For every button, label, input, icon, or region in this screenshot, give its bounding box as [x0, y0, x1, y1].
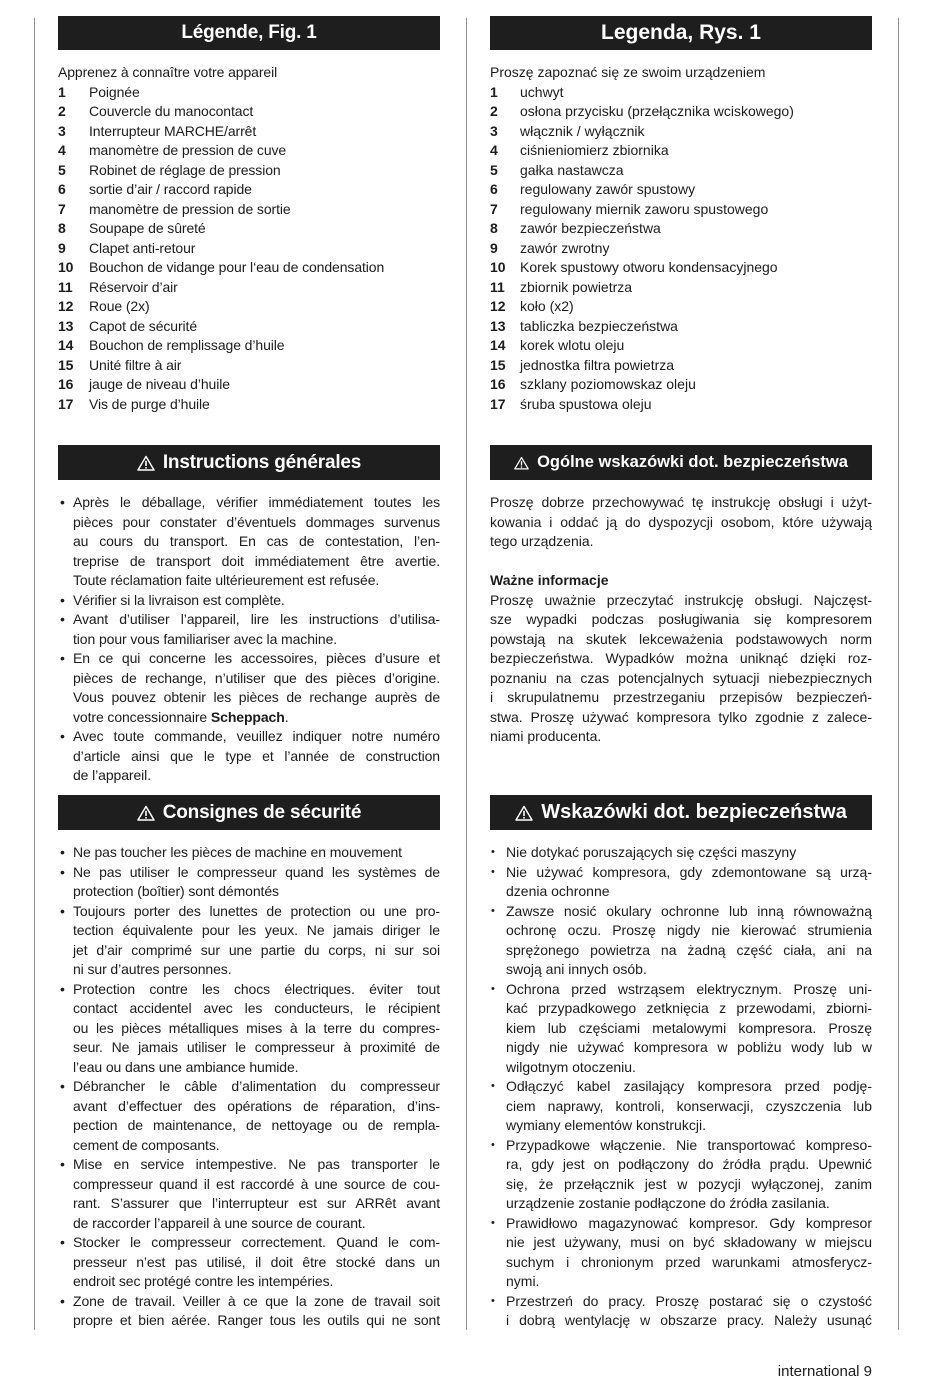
text-line: • Avec toute commande, veuillez indiquer notre numéro: [73, 728, 440, 744]
text-line: bezpieczeństwa. Wypadków można uniknąć dzięki roz-: [490, 650, 872, 666]
text-line: avant d’effectuer des opérations de réparation, d’ins-: [73, 1097, 440, 1114]
text-line: kiem lub częściami metalowymi kompresora. Proszę: [506, 1019, 872, 1036]
text-line: Vous pouvez obtenir les pièces de rechange auprès de: [73, 689, 440, 705]
text-line: treprise de transport doit immédiatement être avertie.: [73, 552, 440, 569]
legend-label: regulowany miernik zaworu spustowego: [520, 200, 769, 217]
text-line: ciem naprawy, kontroli, konserwacji, czyszczenia lub: [506, 1097, 872, 1114]
legend-label: korek wlotu oleju: [520, 337, 625, 353]
text-line: stwa. Proszę używać kompresora tylko zgodnie z zalece-: [490, 708, 872, 725]
legend-item: [490, 180, 872, 200]
legend-item: [490, 200, 872, 220]
legend-item: [58, 200, 440, 220]
bullet-item: [58, 863, 440, 902]
bullet-item: [490, 1292, 872, 1331]
text-line: • Ne pas toucher les pièces de machine en mouvement: [73, 844, 402, 860]
text-line: rant. S’assurer que l’interrupteur est sur ARRêt avant: [73, 1195, 440, 1211]
legend-item: [58, 317, 440, 337]
legend-header: [58, 16, 440, 50]
text-line: tion pour vous familiariser avec la machine.: [73, 630, 338, 647]
legend-label: Roue (2x): [89, 298, 150, 314]
legend-item: [490, 317, 872, 337]
legend-number: 11: [58, 278, 73, 295]
legend-label: śruba spustowa oleju: [520, 395, 652, 412]
text-line: d’article ainsi que le type et l’année de construction: [73, 747, 440, 764]
text-line: protection (boîtier) sont démontés: [73, 883, 279, 899]
text-line: kać przypadkowego zetknięcia z przewodami, zbiorni-: [506, 1000, 872, 1016]
legend-number: 13: [58, 317, 74, 334]
bullet-item: [58, 493, 440, 591]
legend-number: 14: [490, 337, 506, 353]
legend-item: [490, 141, 872, 161]
text-line: sprężonego powietrza na żadną część ciała, ani na: [506, 941, 872, 958]
text-line: • Zone de travail. Veiller à ce que la zone de travail soit: [73, 1292, 440, 1309]
text-line: i dobrą wentylację w obszarze pracy. Należy usunąć: [506, 1312, 872, 1328]
legend-number: 7: [490, 200, 498, 217]
legend-number: 16: [58, 376, 74, 392]
bullet-item: [490, 1077, 872, 1136]
legend-number: 15: [58, 356, 74, 373]
text-line: • Odłączyć kabel zasilający kompresora przed podję-: [506, 1078, 872, 1094]
legend-label: regulowany zawór spustowy: [520, 181, 696, 197]
important-heading: Ważne informacje: [490, 572, 609, 588]
paragraph: [490, 591, 872, 747]
text-line: sze wypadki podczas posługiwania się kompresorem: [490, 611, 872, 627]
legend-number: 10: [58, 259, 74, 275]
legend-label: zawór zwrotny: [520, 239, 610, 256]
center-column-rule: [466, 18, 467, 1330]
bullet-item: [58, 649, 440, 727]
legend-number: 1: [58, 83, 66, 100]
legend-number: 10: [490, 259, 506, 275]
legend-item: [490, 395, 872, 415]
text-line: wymiany elementów konstrukcji.: [506, 1117, 706, 1133]
bullet-item: [58, 902, 440, 980]
legend-number: 5: [58, 161, 66, 178]
text-line: presseur n’est pas utilisé, il doit être stocké dans un: [73, 1253, 440, 1270]
text-line: nie jest używany, musi on być składowany w miejscu: [506, 1234, 872, 1250]
legend-title: Legenda, Rys. 1: [601, 21, 761, 44]
legend-number: 13: [490, 317, 506, 334]
text-line: • Stocker le compresseur correctement. Quand le com-: [73, 1234, 440, 1250]
legend-item: [58, 161, 440, 181]
legend-item: [58, 122, 440, 142]
paragraph-spacer: [490, 552, 872, 572]
legend-number: 14: [58, 337, 74, 353]
legend-item: [490, 297, 872, 317]
legend-number: 9: [490, 239, 498, 256]
page-footer: international 9: [777, 1363, 872, 1380]
text-line: • Après le déballage, vérifier immédiatement toutes les: [73, 494, 440, 510]
legend-number: 8: [490, 220, 498, 236]
general-instructions-title: Instructions générales: [162, 451, 362, 473]
legend-number: 12: [490, 298, 506, 314]
legend-number: 17: [58, 395, 74, 412]
warning-icon: [137, 455, 155, 471]
text-line: pection de maintenance, de nettoyage ou de rempla-: [73, 1117, 440, 1133]
text-line: pièces de rechange, n’utiliser que des pièces d’origine.: [73, 669, 440, 686]
legend-intro: Proszę zapoznać się ze swoim urządzeniem: [490, 64, 766, 80]
safety-title: Wskazówki dot. bezpieczeństwa: [541, 801, 847, 823]
text-line: Proszę dobrze przechowywać tę instrukcję obsługi i użyt-: [490, 494, 872, 510]
legend-number: 3: [58, 122, 66, 139]
legend-label: jauge de niveau d’huile: [89, 376, 230, 392]
polish-column: [490, 0, 872, 1340]
text-line: • Vérifier si la livraison est complète.: [73, 591, 285, 608]
text-line: i skrupulatnemu przestrzeganiu przepisów bezpieczeń-: [490, 689, 872, 705]
legend-number: 17: [490, 395, 506, 412]
legend-number: 2: [58, 103, 66, 119]
legend-item: [58, 375, 440, 395]
text-line: au cours du transport. En cas de contestation, l’en-: [73, 533, 440, 549]
text-line: l’eau ou dans une ambiance humide.: [73, 1058, 299, 1075]
legend-item: [490, 336, 872, 356]
legend-item: [58, 141, 440, 161]
text-line: swoją ani innych osób.: [506, 961, 647, 977]
legend-item: [58, 219, 440, 239]
text-line: nymi.: [506, 1273, 540, 1289]
legend-label: Bouchon de remplissage d’huile: [89, 337, 285, 353]
legend-label: Korek spustowy otworu kondensacyjnego: [520, 259, 778, 275]
text-line: cement de composants.: [73, 1136, 220, 1153]
legend-label: sortie d’air / raccord rapide: [89, 181, 252, 197]
text-line: niami producenta.: [490, 728, 602, 744]
legend-label: Couvercle du manocontact: [89, 103, 254, 119]
bullet-item: [490, 863, 872, 902]
text-line: poznaniu na czas potencjalnych sytuacji niebezpiecznych: [490, 669, 872, 686]
text-line: ra, gdy jest on podłączony do źródła prądu. Upewnić: [506, 1156, 872, 1172]
warning-icon: [137, 805, 155, 821]
legend-number: 6: [490, 181, 498, 197]
text-line: • Nie dotykać poruszających się części maszyny: [506, 844, 797, 860]
text-line: contact accidentel avec les conducteurs, le récipient: [73, 1000, 440, 1016]
legend-label: Bouchon de vidange pour l‘eau de condensation: [89, 259, 385, 275]
legend-label: uchwyt: [520, 83, 564, 100]
left-margin-rule: [34, 18, 35, 1330]
bullet-item: [490, 902, 872, 980]
safety-list: [490, 843, 872, 1331]
legend-number: 8: [58, 220, 66, 236]
text-line: ni sur d’autres personnes.: [73, 961, 232, 977]
bullet-item: [490, 1214, 872, 1292]
warning-icon: [514, 456, 529, 470]
bullet-item: [490, 1136, 872, 1214]
legend-item: [490, 83, 872, 103]
legend-number: 4: [58, 142, 66, 158]
text-line: • Ne pas utiliser le compresseur quand les systèmes de: [73, 863, 440, 880]
legend-item: [490, 161, 872, 181]
legend-label: manomètre de pression de sortie: [89, 200, 291, 217]
bullet-item: [58, 843, 440, 863]
legend-label: zawór bezpieczeństwa: [520, 220, 661, 236]
general-instructions-list: [58, 493, 440, 786]
safety-list: [58, 843, 440, 1331]
legend-label: gałka nastawcza: [520, 161, 624, 178]
warning-icon: [515, 805, 533, 821]
legend-intro: Apprenez à connaître votre appareil: [58, 64, 278, 80]
legend-label: Soupape de sûreté: [89, 220, 206, 236]
text-line: propre et bien aérée. Ranger tous les outils qui ne sont: [73, 1312, 440, 1328]
french-column: [58, 0, 440, 1340]
legend-item: [490, 102, 872, 122]
text-line: wilgotnym otoczeniu.: [506, 1058, 636, 1075]
legend-list: [58, 63, 440, 414]
legend-item: [58, 180, 440, 200]
legend-item: [58, 278, 440, 298]
legend-number: 1: [490, 83, 498, 100]
legend-label: Capot de sécurité: [89, 317, 198, 334]
bullet-item: [58, 1292, 440, 1331]
legend-label: Vis de purge d’huile: [89, 395, 210, 412]
text-span: .: [284, 708, 289, 725]
text-line: de l’appareil.: [73, 767, 151, 783]
legend-number: 9: [58, 239, 66, 256]
text-line: Proszę uważnie przeczytać instrukcję obsługi. Najczęst-: [490, 591, 872, 608]
general-instructions-text: [490, 493, 872, 747]
legend-number: 12: [58, 298, 74, 314]
general-instructions-title: Ogólne wskazówki dot. bezpieczeństwa: [537, 453, 848, 471]
legend-item: [58, 239, 440, 259]
legend-list: [490, 63, 872, 414]
text-line: • En ce qui concerne les accessoires, pièces d’usure et: [73, 650, 440, 666]
safety-title: Consignes de sécurité: [162, 801, 362, 823]
bullet-item: [58, 727, 440, 786]
legend-number: 11: [490, 278, 505, 295]
legend-item: [490, 356, 872, 376]
paragraph: [490, 493, 872, 552]
right-margin-rule: [898, 18, 899, 1330]
legend-number: 5: [490, 161, 498, 178]
text-line: dzenia ochronne: [506, 883, 610, 899]
text-line: powstają na skutek lekceważenia podstawowych norm: [490, 630, 872, 647]
legend-item: [58, 258, 440, 278]
legend-number: 7: [58, 200, 66, 217]
legend-number: 6: [58, 181, 66, 197]
legend-item: [58, 297, 440, 317]
text-line: de raccorder l’appareil à une source de courant.: [73, 1214, 366, 1231]
legend-label: Interrupteur MARCHE/arrêt: [89, 122, 257, 139]
text-line: compresseur quand il est raccordé à une source de cou-: [73, 1175, 440, 1192]
text-line: pièces pour constater d’éventuels dommages survenus: [73, 513, 440, 530]
text-line: • Protection contre les chocs électriques. éviter tout: [73, 980, 440, 997]
text-line: nigdy nie używać kompresora w pobliżu wody lub w: [506, 1039, 872, 1055]
general-instructions-header: [490, 445, 872, 480]
general-instructions-header: [58, 445, 440, 480]
text-line: • Débrancher le câble d’alimentation du compresseur: [73, 1078, 440, 1094]
text-line: [73, 708, 440, 728]
legend-item: [58, 102, 440, 122]
legend-label: jednostka filtra powietrza: [520, 356, 675, 373]
text-line: kowania i oddać ją do dyspozycji osobom, które używają: [490, 513, 872, 530]
legend-label: włącznik / wyłącznik: [520, 122, 645, 139]
legend-item: [58, 83, 440, 103]
text-line: tection équivalente pour les yeux. Ne jamais diriger le: [73, 922, 440, 938]
text-line: • Prawidłowo magazynować kompresor. Gdy kompresor: [506, 1214, 872, 1231]
legend-item: [58, 336, 440, 356]
safety-header: [58, 795, 440, 830]
text-line: urządzenie zostanie podłączone do źródła zasilania.: [506, 1195, 830, 1211]
legend-number: 16: [490, 376, 506, 392]
bold-text: Scheppach: [210, 708, 285, 725]
bullet-item: [490, 980, 872, 1078]
bullet-item: [58, 1077, 440, 1155]
bullet-item: [58, 1233, 440, 1292]
text-line: • Przypadkowe włączenie. Nie transportować kompreso-: [506, 1136, 872, 1153]
legend-label: szklany poziomowskaz oleju: [520, 376, 696, 392]
legend-label: Unité filtre à air: [89, 356, 182, 373]
bullet-item: [58, 1155, 440, 1233]
text-line: się, że przełącznik jest w pozycji wyłączonej, zanim: [506, 1175, 872, 1192]
text-line: • Ochrona przed wstrząsem elektrycznym. Proszę uni-: [506, 980, 872, 997]
text-line: ou les pièces métalliques mises à la terre du compres-: [73, 1019, 440, 1036]
legend-item: [490, 122, 872, 142]
legend-label: koło (x2): [520, 298, 574, 314]
text-line: • Przestrzeń do pracy. Proszę postarać się o czystość: [506, 1292, 872, 1309]
text-line: • Avant d’utiliser l’appareil, lire les instructions d’utilisa-: [73, 611, 440, 627]
legend-label: ciśnieniomierz zbiornika: [520, 142, 669, 158]
text-line: • Nie używać kompresora, gdy zdemontowane są urzą-: [506, 863, 872, 880]
legend-item: [58, 356, 440, 376]
legend-label: Réservoir d’air: [89, 278, 178, 295]
text-line: • Toujours porter des lunettes de protection ou une pro-: [73, 902, 440, 919]
legend-item: [58, 395, 440, 415]
text-line: • Zawsze nosić okulary ochronne lub inną równoważną: [506, 902, 872, 919]
safety-header: [490, 795, 872, 830]
text-span: votre concessionnaire: [73, 708, 211, 725]
legend-header: [490, 16, 872, 50]
legend-label: manomètre de pression de cuve: [89, 142, 287, 158]
text-line: • Mise en service intempestive. Ne pas transporter le: [73, 1156, 440, 1172]
legend-label: osłona przycisku (przełącznika wciskowego): [520, 103, 794, 119]
legend-label: tabliczka bezpieczeństwa: [520, 317, 678, 334]
legend-label: zbiornik powietrza: [520, 278, 633, 295]
text-line: tego urządzenia.: [490, 533, 594, 549]
text-line: jet d’air comprimé sur une partie du corps, ni sur soi: [73, 941, 440, 958]
bullet-item: [58, 591, 440, 611]
text-line: endroit sec protégé contre les intempéries.: [73, 1273, 334, 1289]
text-line: Toute réclamation faite ultérieurement est refusée.: [73, 572, 380, 588]
bullet-item: [58, 980, 440, 1078]
legend-label: Robinet de réglage de pression: [89, 161, 281, 178]
text-line: suchym i chronionym przed warunkami atmosferycz-: [506, 1253, 872, 1270]
text-line: ochronę oczu. Proszę nigdy nie kierować strumienia: [506, 922, 872, 938]
text-line: seur. Ne jamais utiliser le compresseur à proximité de: [73, 1039, 440, 1055]
legend-number: 2: [490, 103, 498, 119]
legend-item: [490, 219, 872, 239]
legend-number: 4: [490, 142, 498, 158]
legend-item: [490, 375, 872, 395]
legend-item: [490, 258, 872, 278]
legend-title: Légende, Fig. 1: [181, 22, 317, 43]
bullet-item: [490, 843, 872, 863]
legend-number: 15: [490, 356, 506, 373]
bullet-item: [58, 610, 440, 649]
legend-item: [490, 239, 872, 259]
legend-item: [490, 278, 872, 298]
legend-label: Clapet anti-retour: [89, 239, 196, 256]
legend-label: Poignée: [89, 83, 140, 100]
legend-number: 3: [490, 122, 498, 139]
